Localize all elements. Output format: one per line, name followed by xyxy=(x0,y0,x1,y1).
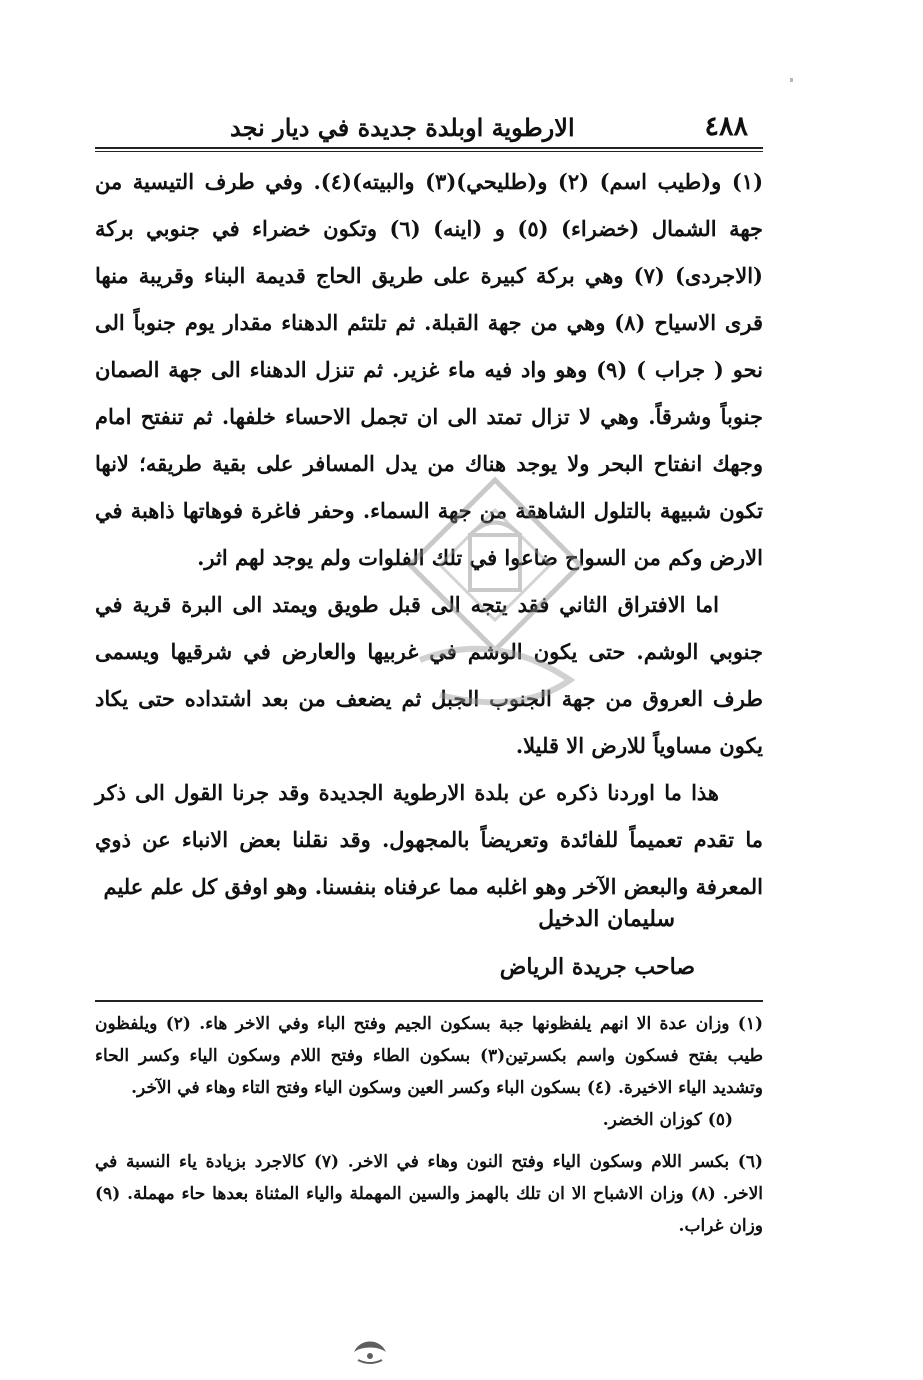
paragraph-1: (١) و(طيب اسم) (٢) و(طليحي)(٣) والبيته)(٤). وفي طرف التيسية من جهة الشمال (خضراء) (٥) و (اينه) (٦) وتكون خضراء في جنوبي بركة (الاجردى) (٧) وهي بركة كبيرة على طريق الحاج قديمة البناء وقريبة منها قرى الاسياح (٨) وهي من جهة القبلة. ثم تلتئم الدهناء مقدار يوم جنوباً الى نحو ( جراب ) (٩) وهو واد فيه ماء غزير. ثم تنزل الدهناء الى جهة الصمان جنوباً وشرقاً. وهي لا تزال تمتد الى ان تجمل الاحساء خلفها. ثم تنفتح امام وجهك انفتاح البحر ولا يوجد هناك من يدل المسافر على بقية طريقه؛ لانها تكون شبيهة بالتلول الشاهقة من جهة السماء. وحفر فاغرة فوهاتها ذاهبة في الارض وكم من السواح ضاعوا في تلك الفلوات ولم يوجد لهم اثر. xyxy=(95,169,764,570)
footnote-1-4: (١) وزان عدة الا انهم يلفظونها جبة بسكون الجيم وفتح الباء وفي الاخر هاء. (٢) ويلفظون طيب بفتح فسكون واسم بكسرتين(٣) بسكون الطاء وفتح اللام وسكون الياء وكسر الحاء وتشديد الياء الاخيرة. (٤) بسكون الباء وكسر العين وسكون الياء وفتح التاء وهاء في الآخر. xyxy=(95,1014,763,1098)
page-number: ٤٨٨ xyxy=(704,111,748,142)
footnotes xyxy=(95,1008,763,1242)
footnote-5: (٥) كوزان الخضر. xyxy=(602,1110,733,1130)
paragraph-2: اما الافتراق الثاني فقد يتجه الى قبل طويق ويمتد الى البرة قرية في جنوبي الوشم. حتى يكون الوشم في غربيها والعارض في شرقيها ويسمى طرف العروق من جهة الجنوب الجبل ثم يضعف من بعد اشتداده حتى يكاد يكون مساوياً للارض الا قليلا. xyxy=(95,592,763,758)
author-role: صاحب جريدة الرياض xyxy=(499,954,695,980)
page-header xyxy=(230,96,748,142)
ornament-icon xyxy=(348,1332,392,1368)
scan-speck xyxy=(790,78,793,82)
signature-block xyxy=(95,895,695,991)
footnote-6-9: (٦) بكسر اللام وسكون الياء وفتح النون وهاء في الاخر. (٧) كالاجرد بزيادة ياء النسبة في الاخر. (٨) وزان الاشباح الا ان تلك بالهمز والسين المهملة والياء المثناة بعدها حاء مهملة. (٩) وزان غراب. xyxy=(95,1152,763,1236)
paragraph-3: هذا ما اوردنا ذكره عن بلدة الارطوية الجديدة وقد جرنا القول الى ذكر ما تقدم تعميماً للفائدة وتعريضاً بالمجهول. وقد نقلنا بعض الانباء عن ذوي المعرفة والبعض الآخر وهو اغلبه مما عرفناه بنفسنا. وهو اوفق كل علم عليم xyxy=(95,780,763,899)
running-title: الارطوية اوبلدة جديدة في ديار نجد xyxy=(230,113,575,142)
author-name: سليمان الدخيل xyxy=(538,906,675,932)
footnote-rule xyxy=(95,1000,763,1002)
header-rule xyxy=(95,147,763,152)
library-seal-watermark-icon xyxy=(400,470,590,730)
